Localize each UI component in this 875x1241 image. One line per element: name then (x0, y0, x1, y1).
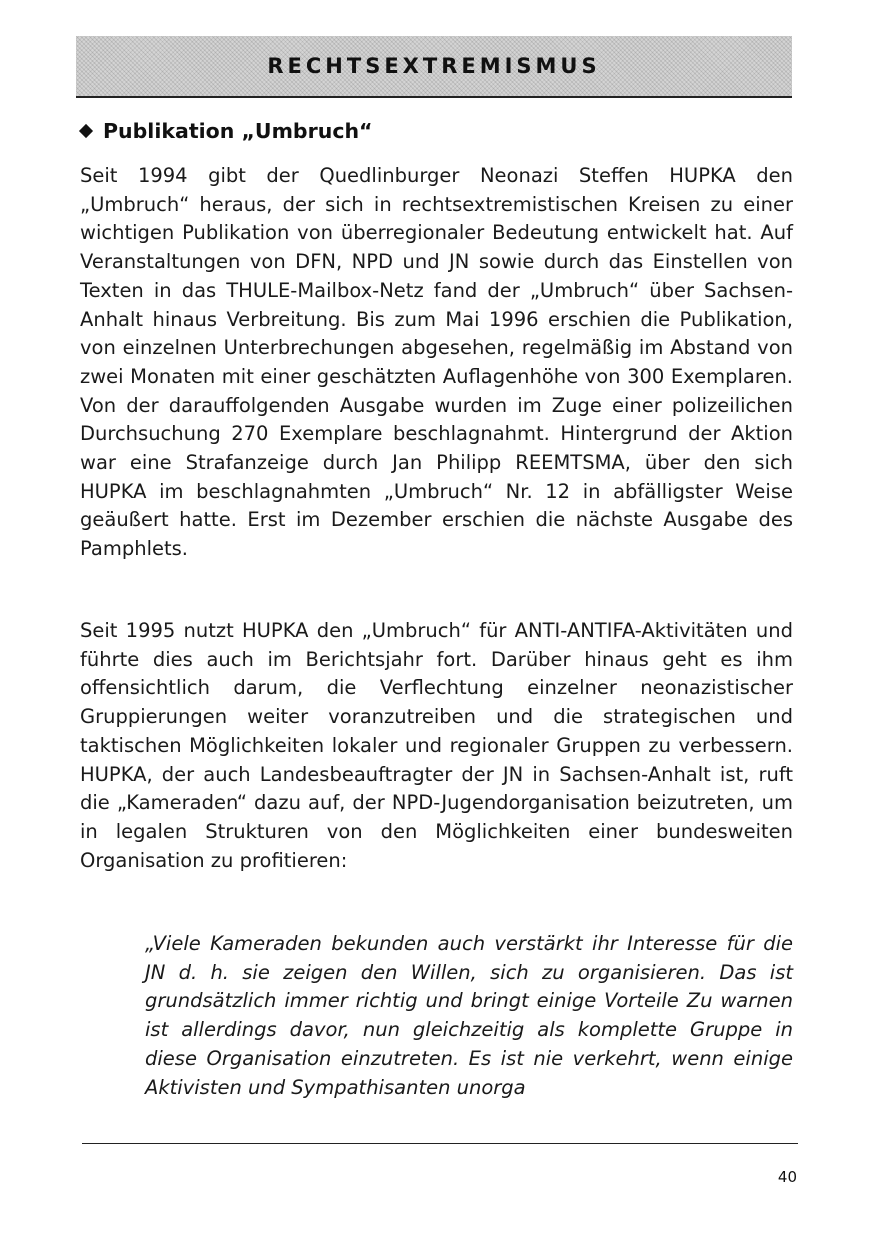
chapter-header-band (76, 36, 792, 98)
body-paragraph-2: Seit 1995 nutzt HUPKA den „Umbruch“ für ANTI-ANTIFA-Aktivitäten und führte dies auch im Berichtsjahr fort. Darüber hinaus geht es ihm offensichtlich darum, die Verflechtung einzelner neonazistischer Gruppierungen weiter voranzutreiben und die strategischen und taktischen Möglichkeiten lokaler und regionaler Gruppen zu verbessern. HUPKA, der auch Landesbeauftragter der JN in Sachsen-Anhalt ist, ruft die „Kameraden“ dazu auf, der NPD-Jugendorganisation beizutreten, um in legalen Strukturen von den Möglichkeiten einer bundesweiten Organisation zu profitieren: (80, 619, 793, 872)
footer-divider (82, 1143, 798, 1144)
section-heading-text: Publikation „Umbruch“ (103, 119, 373, 143)
diamond-bullet-icon (79, 124, 93, 138)
page-number: 40 (777, 1168, 797, 1186)
chapter-title: RECHTSEXTREMISMUS (267, 54, 601, 78)
section-heading (81, 119, 373, 143)
body-paragraph-1: Seit 1994 gibt der Quedlinburger Neonazi Steffen HUPKA den „Umbruch“ heraus, der sich in rechtsextremistischen Kreisen zu einer wichtigen Publikation von überregionaler Bedeutung entwickelt hat. Auf Veranstaltungen von DFN, NPD und JN sowie durch das Einstellen von Texten in das THULE-Mailbox-Netz fand der „Umbruch“ über Sachsen-Anhalt hinaus Verbreitung. Bis zum Mai 1996 erschien die Publikation, von einzelnen Unterbrechungen abgesehen, regelmäßig im Abstand von zwei Monaten mit einer geschätzten Auflagenhöhe von 300 Exemplaren. Von der darauffolgenden Ausgabe wurden im Zuge einer polizeilichen Durchsuchung 270 Exemplare beschlagnahmt. Hintergrund der Aktion war eine Strafanzeige durch Jan Philipp REEMTSMA, über den sich HUPKA im beschlagnahmten „Umbruch“ Nr. 12 in abfälligster Weise geäußert hatte. Erst im Dezember erschien die nächste Ausgabe des Pamphlets. (80, 164, 793, 561)
block-quote: „Viele Kameraden bekunden auch verstärkt ihr Interesse für die JN d. h. sie zeigen den Willen, sich zu organisieren. Das ist grundsätzlich immer richtig und bringt einige Vorteile Zu warnen ist allerdings davor, nun gleichzeitig als komplette Gruppe in diese Organisation einzutreten. Es ist nie verkehrt, wenn einige Aktivisten und Sympathisanten unorga (145, 932, 793, 1099)
